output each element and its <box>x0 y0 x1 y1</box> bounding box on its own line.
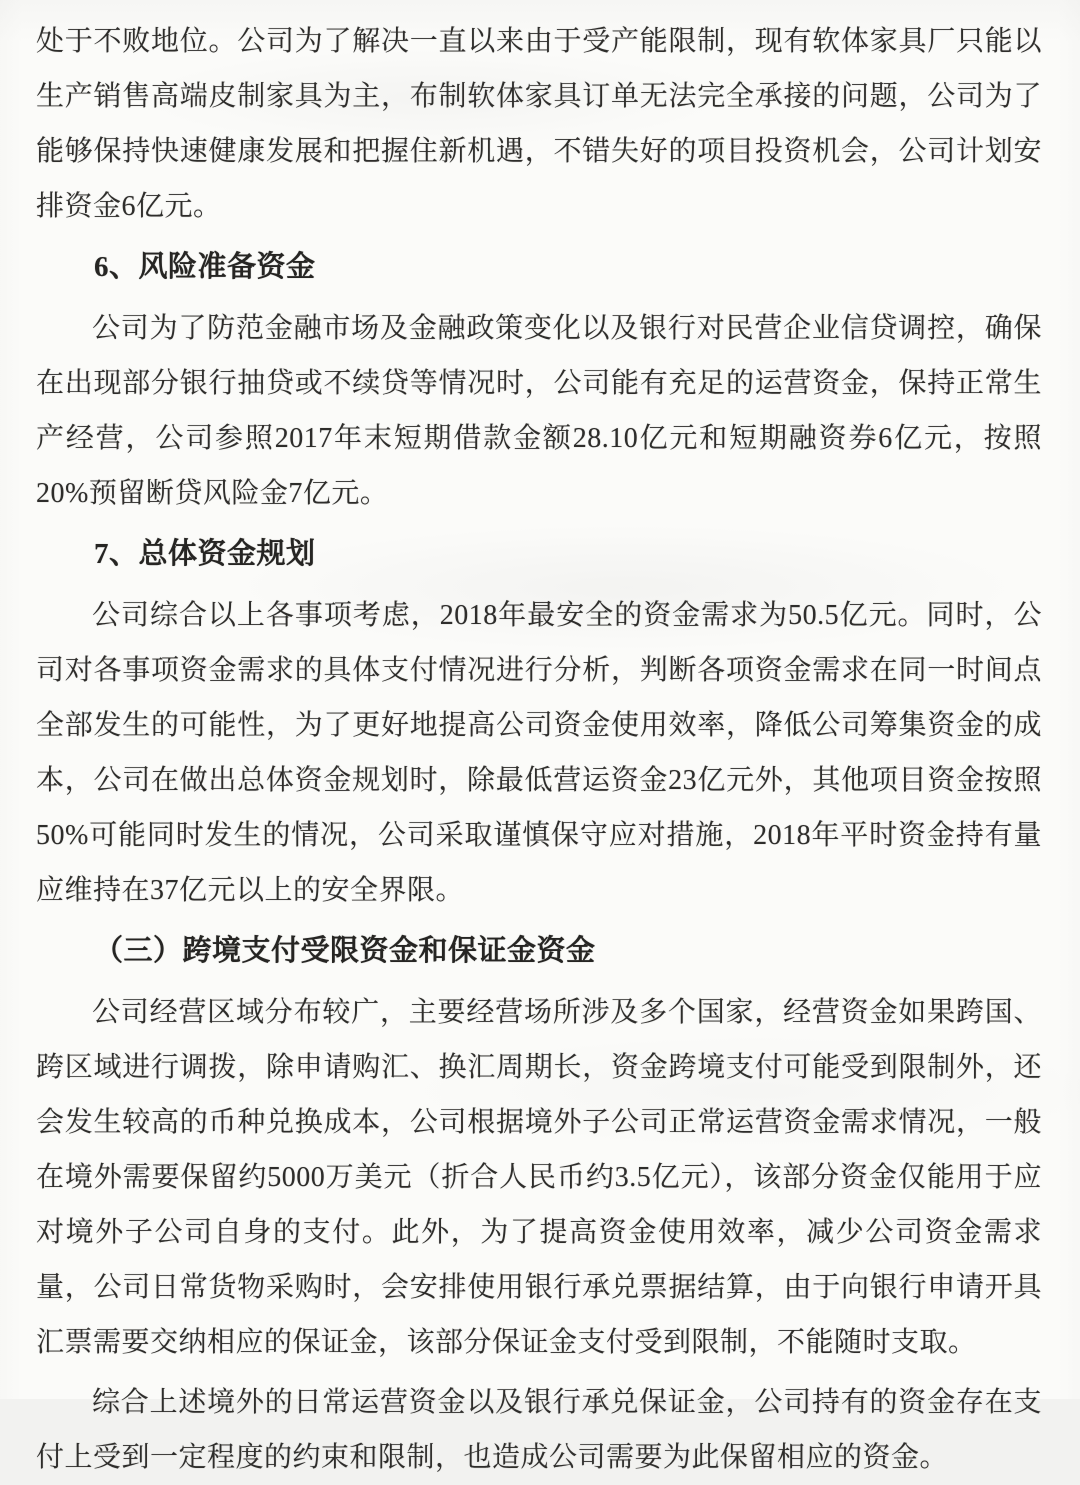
section-heading-7-overall-fund-planning: 7、总体资金规划 <box>94 538 316 570</box>
paragraph-crossborder-restricted-funds: 公司经营区域分布较广，主要经营场所涉及多个国家，经营资金如果跨国、跨区域进行调拨，除申请购汇、换汇周期长，资金跨境支付可能受到限制外，还会发生较高的币种兑换成本，公司根据境外子公司正常运营资金需求情况，一般在境外需要保留约5000万美元（折合人民币约3.5亿元），该部分资金仅能用于应对境外子公司自身的支付。此外，为了提高资金使用效率，减少公司资金需求量，公司日常货物采购时，会安排使用银行承兑票据结算，由于向银行申请开具汇票需要交纳相应的保证金，该部分保证金支付受到限制，不能随时支取。 <box>36 997 1042 1358</box>
paragraph-project-investment-funds: 处于不败地位。公司为了解决一直以来由于受产能限制，现有软体家具厂只能以生产销售高端皮制家具为主，布制软体家具订单无法完全承接的问题，公司为了能够保持快速健康发展和把握住新机遇，不错失好的项目投资机会，公司计划安排资金6亿元。 <box>36 26 1042 222</box>
scan-artifact-speck <box>862 1391 865 1394</box>
section-heading-6-risk-reserve-funds: 6、风险准备资金 <box>94 251 316 283</box>
paragraph-overall-fund-planning: 公司综合以上各事项考虑，2018年最安全的资金需求为50.5亿元。同时，公司对各事项资金需求的具体支付情况进行分析，判断各项资金需求在同一时间点全部发生的可能性，为了更好地提高公司资金使用效率，降低公司筹集资金的成本，公司在做出总体资金规划时，除最低营运资金23亿元外，其他项目资金按照50%可能同时发生的情况，公司采取谨慎保守应对措施，2018年平时资金持有量应维持在37亿元以上的安全界限。 <box>36 600 1042 906</box>
paragraph-summary-fund-constraints: 综合上述境外的日常运营资金以及银行承兑保证金，公司持有的资金存在支付上受到一定程度的约束和限制，也造成公司需要为此保留相应的资金。 <box>36 1387 1042 1473</box>
paragraph-risk-reserve-funds: 公司为了防范金融市场及金融政策变化以及银行对民营企业信贷调控，确保在出现部分银行抽贷或不续贷等情况时，公司能有充足的运营资金，保持正常生产经营，公司参照2017年末短期借款金额28.10亿元和短期融资券6亿元，按照20%预留断贷风险金7亿元。 <box>36 313 1042 509</box>
section-heading-3-crossborder-restricted-funds: （三）跨境支付受限资金和保证金资金 <box>94 935 596 967</box>
